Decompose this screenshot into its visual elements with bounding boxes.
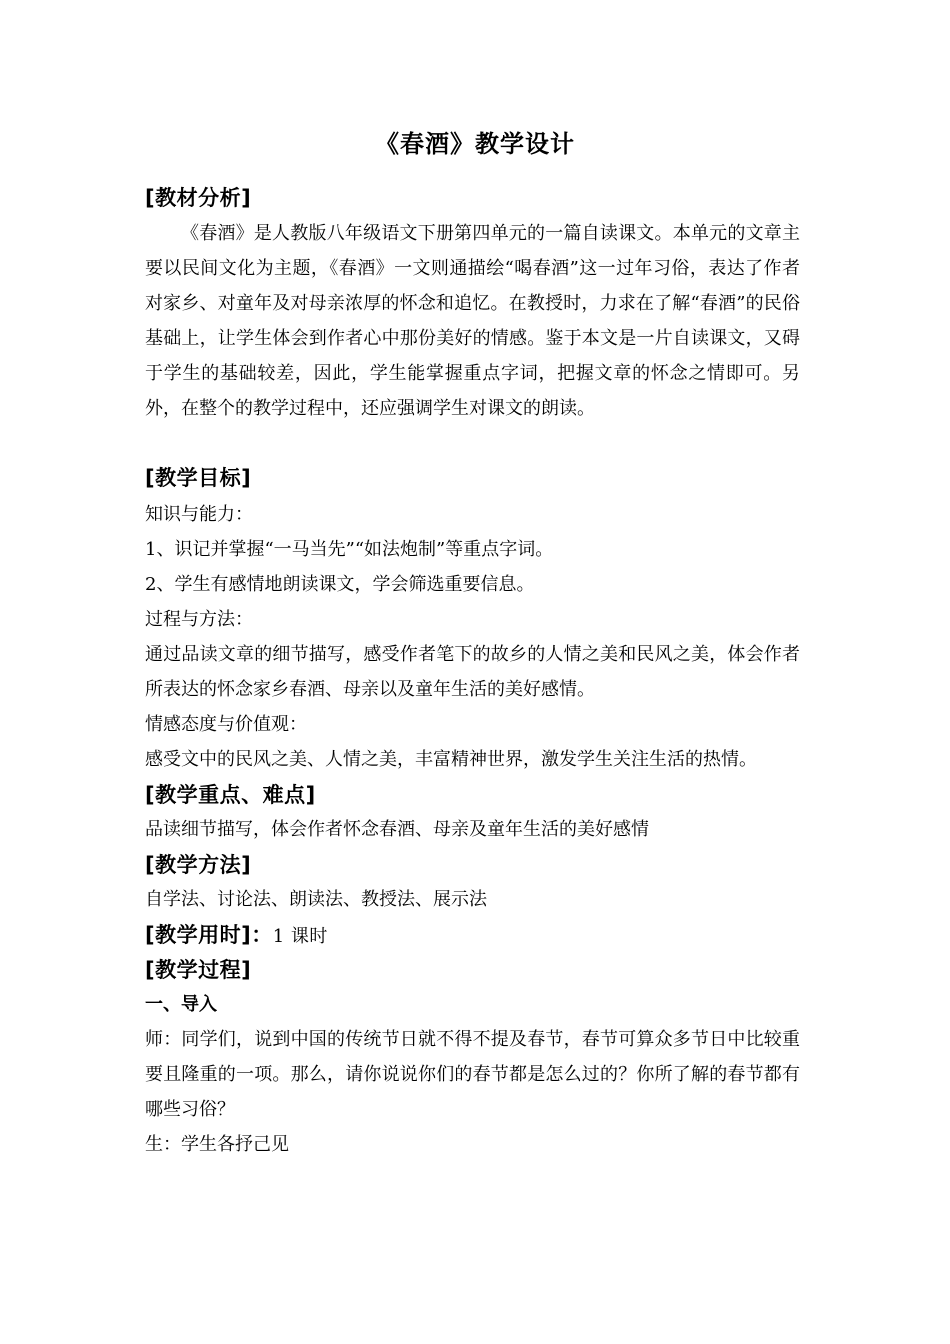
goals-knowledge-item-1: 1、识记并掌握“一马当先”“如法炮制”等重点字词。 bbox=[145, 539, 554, 560]
time-value: 1 课时 bbox=[272, 926, 328, 947]
process-student-text: 生：学生各抒己见 bbox=[145, 1134, 289, 1155]
section-heading-time bbox=[145, 920, 328, 952]
section-heading-key-points: [教学重点、难点] bbox=[145, 783, 316, 807]
goals-emotion-label: 情感态度与价值观： bbox=[145, 714, 307, 735]
methods-text: 自学法、讨论法、朗读法、教授法、展示法 bbox=[145, 889, 487, 910]
time-label: [教学用时]： bbox=[145, 923, 273, 947]
section-heading-goals: [教学目标] bbox=[145, 466, 252, 490]
key-points-text: 品读细节描写，体会作者怀念春酒、母亲及童年生活的美好感情 bbox=[145, 819, 649, 840]
page-title: 《春酒》教学设计 bbox=[375, 130, 575, 158]
section-heading-methods: [教学方法] bbox=[145, 853, 252, 877]
goals-knowledge-label: 知识与能力： bbox=[145, 504, 253, 525]
process-teacher-paragraph: 师：同学们，说到中国的传统节日就不得不提及春节，春节可算众多节日中比较重要且隆重的一项。那么，请你说说你们的春节都是怎么过的？你所了解的春节都有哪些习俗？ bbox=[145, 1029, 800, 1120]
goals-emotion-text: 感受文中的民风之美、人情之美，丰富精神世界，激发学生关注生活的热情。 bbox=[145, 749, 757, 770]
goals-process-paragraph: 通过品读文章的细节描写，感受作者笔下的故乡的人情之美和民风之美，体会作者所表达的怀念家乡春酒、母亲以及童年生活的美好感情。 bbox=[145, 644, 800, 700]
goals-process-label: 过程与方法： bbox=[145, 609, 253, 630]
goals-knowledge-item-2: 2、学生有感情地朗读课文，学会筛选重要信息。 bbox=[145, 574, 535, 595]
analysis-paragraph: 《春酒》是人教版八年级语文下册第四单元的一篇自读课文。本单元的文章主要以民间文化为主题，《春酒》一文则通描绘“喝春酒”这一过年习俗，表达了作者对家乡、对童年及对母亲浓厚的怀念和追忆。在教授时，力求在了解“春酒”的民俗基础上，让学生体会到作者心中那份美好的情感。鉴于本文是一片自读课文，又碍于学生的基础较差，因此，学生能掌握重点字词，把握文章的怀念之情即可。另外，在整个的教学过程中，还应强调学生对课文的朗读。 bbox=[145, 223, 800, 419]
section-heading-process: [教学过程] bbox=[145, 958, 252, 982]
process-step-1-heading: 一、导入 bbox=[145, 994, 217, 1015]
section-heading-analysis: [教材分析] bbox=[145, 186, 252, 210]
